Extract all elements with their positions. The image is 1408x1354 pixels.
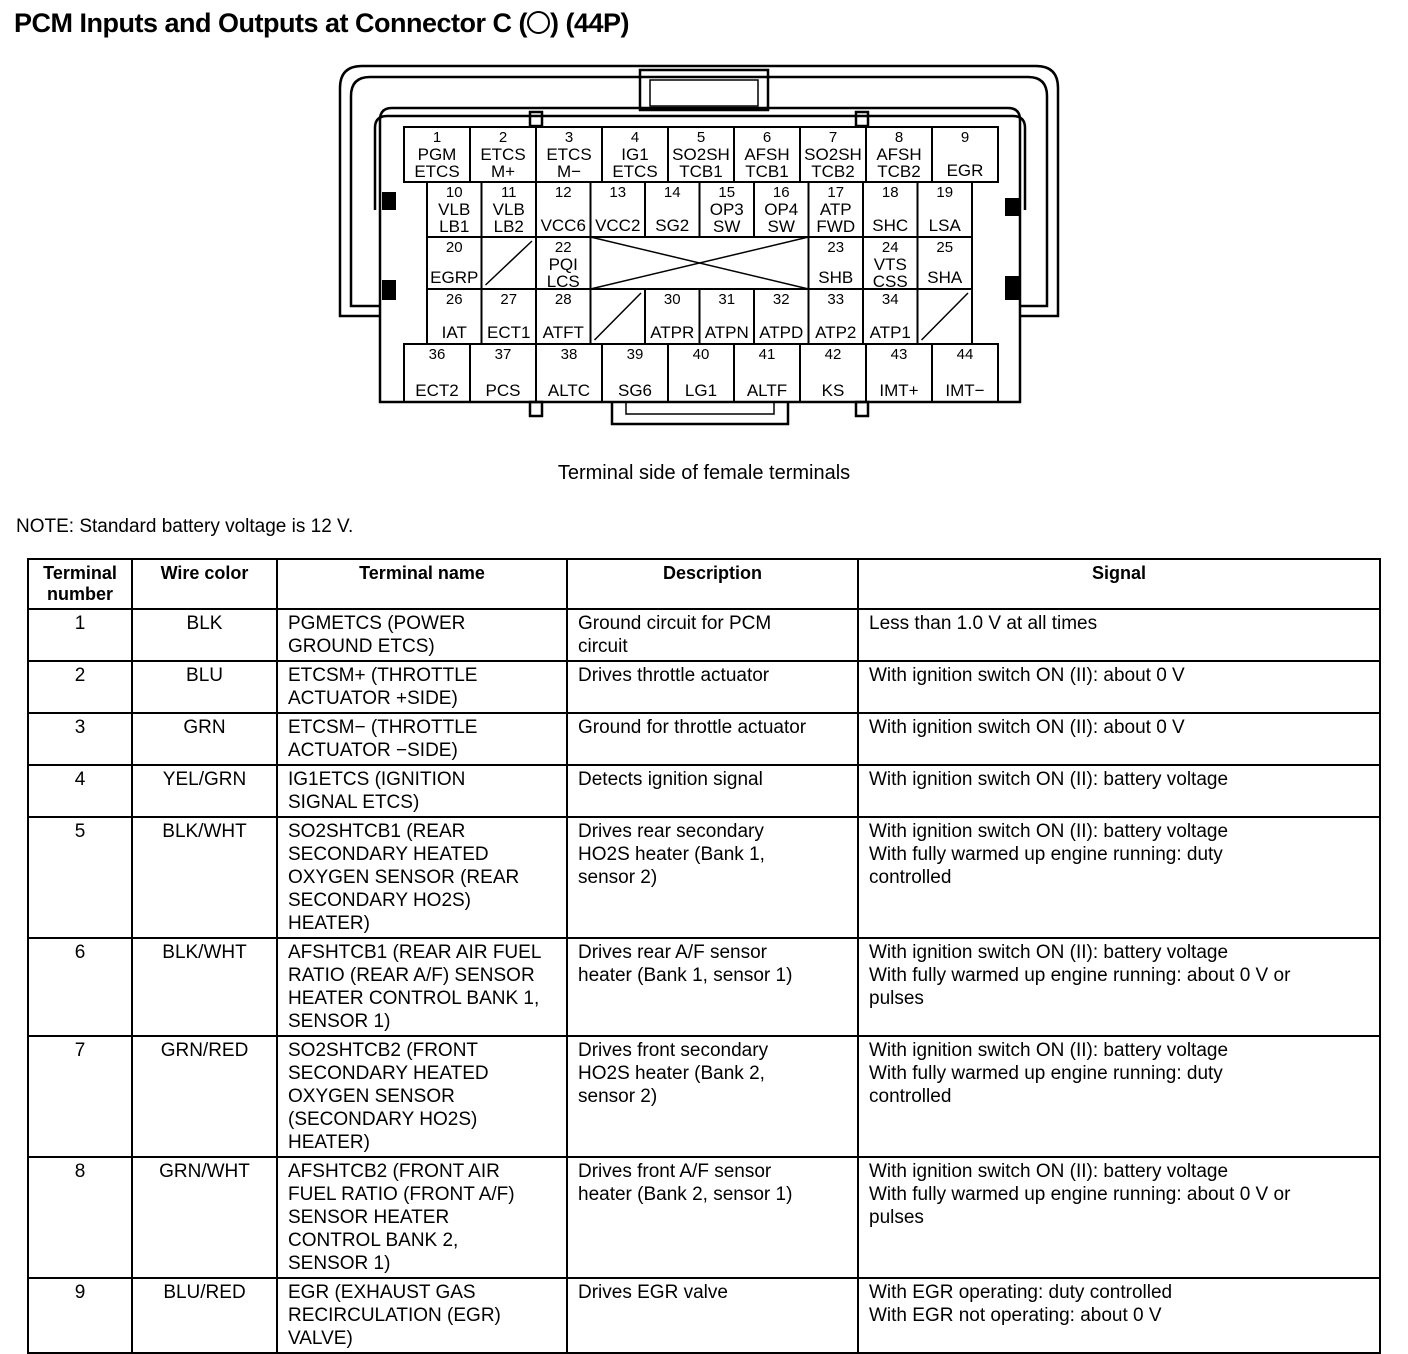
pin-label: SHB — [818, 268, 854, 287]
pin-label: ATFT — [542, 323, 584, 342]
signal: With ignition switch ON (II): battery voltage With fully warmed up engine running: duty controlled — [858, 1036, 1380, 1157]
pin-label: EGRP — [430, 268, 479, 287]
description: Drives EGR valve — [567, 1278, 858, 1353]
pin-label: TCB1 — [679, 162, 723, 181]
header-signal: Signal — [858, 559, 1380, 609]
pin-label: ATPD — [759, 323, 804, 342]
pin-label: LSA — [928, 216, 961, 235]
pin-number: 43 — [890, 346, 908, 363]
pin-label: M− — [556, 162, 582, 181]
connector-pins — [404, 127, 998, 402]
pin-label: ATPR — [650, 323, 695, 342]
pin-label: PGM — [417, 145, 457, 164]
pin-number: 30 — [663, 291, 681, 308]
pin-label: VCC2 — [595, 216, 641, 235]
table-row — [28, 713, 1380, 765]
signal: With ignition switch ON (II): about 0 V — [858, 661, 1380, 713]
pin-label: OP4 — [764, 200, 799, 219]
pin-number: 25 — [936, 239, 954, 256]
pin-number: 24 — [881, 239, 899, 256]
pin-label: ETCS — [546, 145, 592, 164]
pin-label: TCB2 — [811, 162, 855, 181]
page-title: PCM Inputs and Outputs at Connector C ( ) (44P) — [14, 8, 630, 38]
table-row — [28, 938, 1380, 1036]
terminal-number: 4 — [28, 765, 132, 817]
pin-label: TCB1 — [745, 162, 789, 181]
signal: With ignition switch ON (II): battery voltage With fully warmed up engine running: about 0 V or pulses — [858, 938, 1380, 1036]
signal: Less than 1.0 V at all times — [858, 609, 1380, 661]
pin-label: FWD — [816, 217, 856, 236]
header-terminal-number: Terminal number — [28, 559, 132, 609]
pin-label: ETCS — [480, 145, 526, 164]
pin-label: IG1 — [621, 145, 649, 164]
terminal-number: 8 — [28, 1157, 132, 1278]
pin-number: 13 — [609, 184, 627, 201]
description: Drives front A/F sensor heater (Bank 2, sensor 1) — [567, 1157, 858, 1278]
pin-number: 33 — [827, 291, 845, 308]
table-row — [28, 661, 1380, 713]
pin-number: 6 — [762, 129, 772, 146]
wire-color: GRN — [132, 713, 277, 765]
description: Drives front secondary HO2S heater (Bank 2, sensor 2) — [567, 1036, 858, 1157]
pin-label: ECT1 — [487, 323, 531, 342]
pin-number: 27 — [500, 291, 518, 308]
pin-number: 8 — [894, 129, 904, 146]
description: Drives rear secondary HO2S heater (Bank 1, sensor 2) — [567, 817, 858, 938]
pin-number: 42 — [824, 346, 842, 363]
cavity-slash-line — [595, 293, 642, 340]
terminal-name: PGMETCS (POWER GROUND ETCS) — [277, 609, 567, 661]
pin-label: SG2 — [655, 216, 690, 235]
table-row — [28, 1036, 1380, 1157]
pin-label: ATP1 — [869, 323, 911, 342]
table-row — [28, 817, 1380, 938]
pin-label: M+ — [490, 162, 516, 181]
pin-label: PCS — [485, 381, 521, 400]
pin-number: 9 — [960, 129, 970, 146]
pin-label: VLB — [492, 200, 525, 219]
pin-number: 28 — [554, 291, 572, 308]
pin-number: 2 — [498, 129, 508, 146]
pin-number: 12 — [554, 184, 572, 201]
pin-label: CSS — [872, 272, 908, 291]
wire-color: BLK/WHT — [132, 817, 277, 938]
pin-number: 10 — [445, 184, 463, 201]
pin-label: KS — [821, 381, 845, 400]
pin-label: ALTC — [547, 381, 591, 400]
terminal-number: 7 — [28, 1036, 132, 1157]
pin-label: LG1 — [684, 381, 718, 400]
pin-number: 23 — [827, 239, 845, 256]
pin-label: LB2 — [493, 217, 524, 236]
terminal-number: 3 — [28, 713, 132, 765]
pin-number: 44 — [956, 346, 974, 363]
pin-label: TCB2 — [877, 162, 921, 181]
table-header-row — [28, 559, 1380, 609]
terminal-number: 6 — [28, 938, 132, 1036]
terminal-name: ETCSM+ (THROTTLE ACTUATOR +SIDE) — [277, 661, 567, 713]
pin-label: IAT — [441, 323, 467, 342]
signal: With ignition switch ON (II): battery voltage With fully warmed up engine running: about 0 V or pulses — [858, 1157, 1380, 1278]
pin-number: 39 — [626, 346, 644, 363]
description: Drives throttle actuator — [567, 661, 858, 713]
pin-number: 22 — [554, 239, 572, 256]
pin-label: SW — [767, 217, 795, 236]
pin-label: AFSH — [876, 145, 922, 164]
terminal-name: EGR (EXHAUST GAS RECIRCULATION (EGR) VALVE) — [277, 1278, 567, 1353]
signal: With ignition switch ON (II): about 0 V — [858, 713, 1380, 765]
pin-label: ATP2 — [815, 323, 857, 342]
pin-number: 1 — [432, 129, 442, 146]
pin-label: SO2SH — [804, 145, 862, 164]
pin-number: 14 — [663, 184, 681, 201]
pin-number: 3 — [564, 129, 574, 146]
connector-diagram — [0, 0, 1408, 440]
pin-label: VLB — [438, 200, 471, 219]
pin-label: PQI — [548, 255, 578, 274]
pin-number: 15 — [718, 184, 736, 201]
signal: With ignition switch ON (II): battery voltage With fully warmed up engine running: duty controlled — [858, 817, 1380, 938]
pin-number: 4 — [630, 129, 640, 146]
signal: With ignition switch ON (II): battery voltage — [858, 765, 1380, 817]
pin-label: SG6 — [617, 381, 653, 400]
pin-number: 34 — [881, 291, 899, 308]
pin-label: EGR — [946, 161, 984, 180]
header-description: Description — [567, 559, 858, 609]
header-wire-color: Wire color — [132, 559, 277, 609]
diagram-caption: Terminal side of female terminals — [557, 462, 851, 484]
pin-number: 31 — [718, 291, 736, 308]
wire-color: BLK/WHT — [132, 938, 277, 1036]
pin-number: 20 — [445, 239, 463, 256]
pin-label: OP3 — [709, 200, 744, 219]
pin-label: SHA — [927, 268, 963, 287]
terminal-name: AFSHTCB1 (REAR AIR FUEL RATIO (REAR A/F) SENSOR HEATER CONTROL BANK 1, SENSOR 1) — [277, 938, 567, 1036]
wire-color: BLU/RED — [132, 1278, 277, 1353]
wire-color: YEL/GRN — [132, 765, 277, 817]
pin-number: 11 — [500, 184, 517, 201]
pin-label: VCC6 — [540, 216, 586, 235]
pin-number: 36 — [428, 346, 446, 363]
pin-label: ATPN — [704, 323, 749, 342]
cavity-slash-line — [486, 241, 533, 285]
terminal-name: ETCSM− (THROTTLE ACTUATOR −SIDE) — [277, 713, 567, 765]
pin-number: 7 — [828, 129, 838, 146]
pin-label: ATP — [819, 200, 852, 219]
description: Drives rear A/F sensor heater (Bank 1, sensor 1) — [567, 938, 858, 1036]
description: Detects ignition signal — [567, 765, 858, 817]
terminal-name: SO2SHTCB2 (FRONT SECONDARY HEATED OXYGEN SENSOR (SECONDARY HO2S) HEATER) — [277, 1036, 567, 1157]
terminal-name: SO2SHTCB1 (REAR SECONDARY HEATED OXYGEN SENSOR (REAR SECONDARY HO2S) HEATER) — [277, 817, 567, 938]
pin-label: ECT2 — [415, 381, 459, 400]
table-row — [28, 765, 1380, 817]
table-row — [28, 1157, 1380, 1278]
pin-label: LCS — [546, 272, 580, 291]
wire-color: GRN/WHT — [132, 1157, 277, 1278]
pin-label: AFSH — [744, 145, 790, 164]
terminal-number: 5 — [28, 817, 132, 938]
terminal-name: AFSHTCB2 (FRONT AIR FUEL RATIO (FRONT A/F) SENSOR HEATER CONTROL BANK 2, SENSOR 1) — [277, 1157, 567, 1278]
table-row — [28, 1278, 1380, 1353]
pin-number: 32 — [772, 291, 790, 308]
pin-number: 40 — [692, 346, 710, 363]
pin-label: ALTF — [746, 381, 788, 400]
terminal-table — [27, 558, 1381, 1354]
pin-label: SW — [713, 217, 741, 236]
pin-label: IMT+ — [879, 381, 919, 400]
pin-number: 37 — [494, 346, 512, 363]
wire-color: BLK — [132, 609, 277, 661]
pin-label: VTS — [873, 255, 907, 274]
pin-number: 16 — [772, 184, 790, 201]
table-row — [28, 609, 1380, 661]
signal: With EGR operating: duty controlled With EGR not operating: about 0 V — [858, 1278, 1380, 1353]
pin-number: 41 — [758, 346, 776, 363]
voltage-note: NOTE: Standard battery voltage is 12 V. — [16, 516, 354, 537]
terminal-number: 1 — [28, 609, 132, 661]
pin-number: 18 — [881, 184, 899, 201]
description: Ground circuit for PCM circuit — [567, 609, 858, 661]
pin-label: LB1 — [439, 217, 470, 236]
pin-label: SHC — [872, 216, 909, 235]
terminal-name: IG1ETCS (IGNITION SIGNAL ETCS) — [277, 765, 567, 817]
pin-label: ETCS — [414, 162, 460, 181]
header-terminal-name: Terminal name — [277, 559, 567, 609]
pin-label: SO2SH — [672, 145, 730, 164]
pin-number: 19 — [936, 184, 954, 201]
pin-number: 17 — [827, 184, 845, 201]
wire-color: BLU — [132, 661, 277, 713]
pin-number: 38 — [560, 346, 578, 363]
description: Ground for throttle actuator — [567, 713, 858, 765]
cavity-slash-line — [922, 293, 969, 340]
pin-number: 5 — [696, 129, 706, 146]
terminal-number: 2 — [28, 661, 132, 713]
pin-label: IMT− — [945, 381, 985, 400]
wire-color: GRN/RED — [132, 1036, 277, 1157]
terminal-number: 9 — [28, 1278, 132, 1353]
pin-number: 26 — [445, 291, 463, 308]
pin-label: ETCS — [612, 162, 658, 181]
